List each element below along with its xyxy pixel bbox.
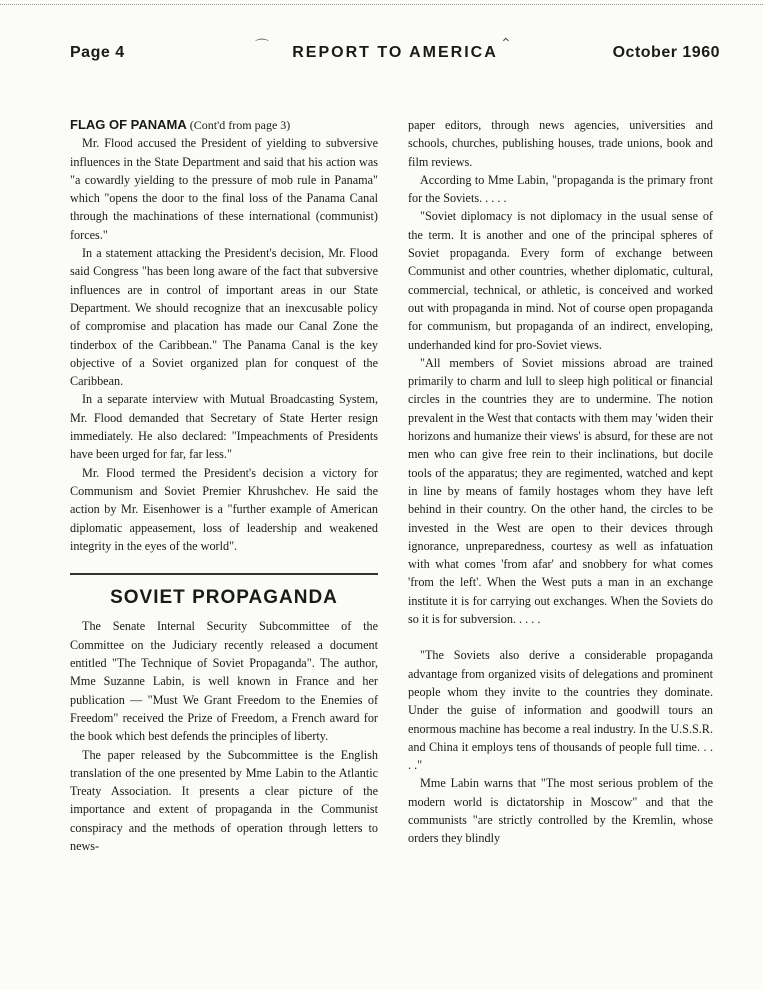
paragraph: "The Soviets also derive a considerable propaganda advantage from organized visits of delegations and prominent people whom they invite to the countries they dominate. Under the guise of information and goodwill tours an enormous machine has become a real industry. In the U.S.S.R. and China it employs tens of thousands of people full time. . . . .": [408, 648, 713, 773]
issue-date: October 1960: [612, 44, 720, 61]
publication-title: REPORT TO AMERICA: [292, 44, 498, 61]
paragraph: "Soviet diplomacy is not diplomacy in the usual sense of the term. It is another and one of the principal spheres of Soviet propaganda. Every form of exchange between Communist and other countries, whether diplomatic, cultural, commercial, technical, or athletic, is conceived and worked out with propaganda in mind. Not of course open propaganda for communism, but propaganda of an indirect, enveloping, underhanded kind for pro-Soviet views.: [408, 209, 713, 352]
paragraph: In a separate interview with Mutual Broadcasting System, Mr. Flood demanded that Secretary of State Herter resign immediately. He also declared: "Impeachments of Presidents have been urged for far, far less.": [70, 392, 378, 462]
page-header: [70, 44, 720, 66]
paragraph: Mr. Flood termed the President's decision a victory for Communism and Soviet Premier Khrushchev. He said the action by Mr. Eisenhower is a "further example of American diplomatic appeasement, loss of leadership and weakened integrity in the eyes of the world".: [70, 465, 378, 553]
flag-of-panama-heading: FLAG OF PANAMA: [70, 117, 187, 132]
paragraph: "All members of Soviet missions abroad are trained primarily to charm and lull to sleep high political or financial circles in the countries they are to undermine. The notion prevalent in the West that contacts with them may 'widen their horizons and humanize their views' is absurd, for these are not men who can give free rein to their inclinations, but docile tools of the apparatus; they are regimented, watched and kept in line by means of family hostages whom they have left behind in their country. On the other hand, the circles to be invested in the West are open to their devices through ignorance, unpreparedness, courtesy as well as infatuation with what comes 'from afar' and snobbery for what comes 'from the left'. When the West puts a man in an exchange institute it is for carrying out exchanges. When the Soviets do so it is for subversion. . . . .: [408, 355, 713, 627]
paragraph: Mme Labin warns that "The most serious problem of the modern world is dictatorship in Moscow" and that the communists "are strictly controlled by the Kremlin, whose orders they blindly: [408, 776, 713, 846]
paragraph: paper editors, through news agencies, universities and schools, churches, publishing houses, trade unions, book and film reviews.: [408, 118, 713, 169]
paragraph: According to Mme Labin, "propaganda is the primary front for the Soviets. . . . .: [408, 172, 713, 206]
paragraph: The paper released by the Subcommittee is the English translation of the one presented by Mme Labin to the Atlantic Treaty Association. It presents a clear picture of the importance and extent of propaganda in the Communist conspiracy and the methods of operation through letters to news-: [70, 747, 378, 853]
punch-mark-right: ⌃: [500, 37, 512, 52]
continued-note: (Cont'd from page 3): [189, 118, 291, 132]
soviet-propaganda-heading: SOVIET PROPAGANDA: [110, 587, 338, 609]
paragraph: The Senate Internal Security Subcommittee of the Committee on the Judiciary recently released a document entitled "The Technique of Soviet Propaganda". The author, Mme Suzanne Labin, is well known in France and her publication — "Must We Grant Freedom to the Enemies of Freedom" received the Prize of Freedom, a French award for the book which best defends the principles of liberty.: [70, 619, 378, 744]
section-divider: [70, 573, 378, 575]
page-number: Page 4: [70, 44, 125, 61]
paragraph: Mr. Flood accused the President of yielding to subversive influences in the State Department and said that his action was "a cowardly yielding to the pressure of mob rule in Panama" which "opens the door to the final loss of the Panama Canal through the machinations of these international (communist) forces.": [70, 136, 378, 242]
paragraph: In a statement attacking the President's decision, Mr. Flood said Congress "has been long aware of the fact that subversive influences are in control of important areas in our State Department. We should recognize that an inexcusable policy of compromise and placation has made our Canal Zone the tinderbox of the Caribbean." The Panama Canal is the key objective of a Soviet organized plan for conquest of the Caribbean.: [70, 246, 378, 389]
punch-mark-left: ⌒: [255, 40, 269, 55]
top-edge-line: [0, 4, 763, 5]
flag-heading-line: [70, 116, 378, 134]
paragraph-gap: [408, 628, 713, 646]
right-column: [408, 116, 713, 848]
left-column: [70, 116, 378, 855]
